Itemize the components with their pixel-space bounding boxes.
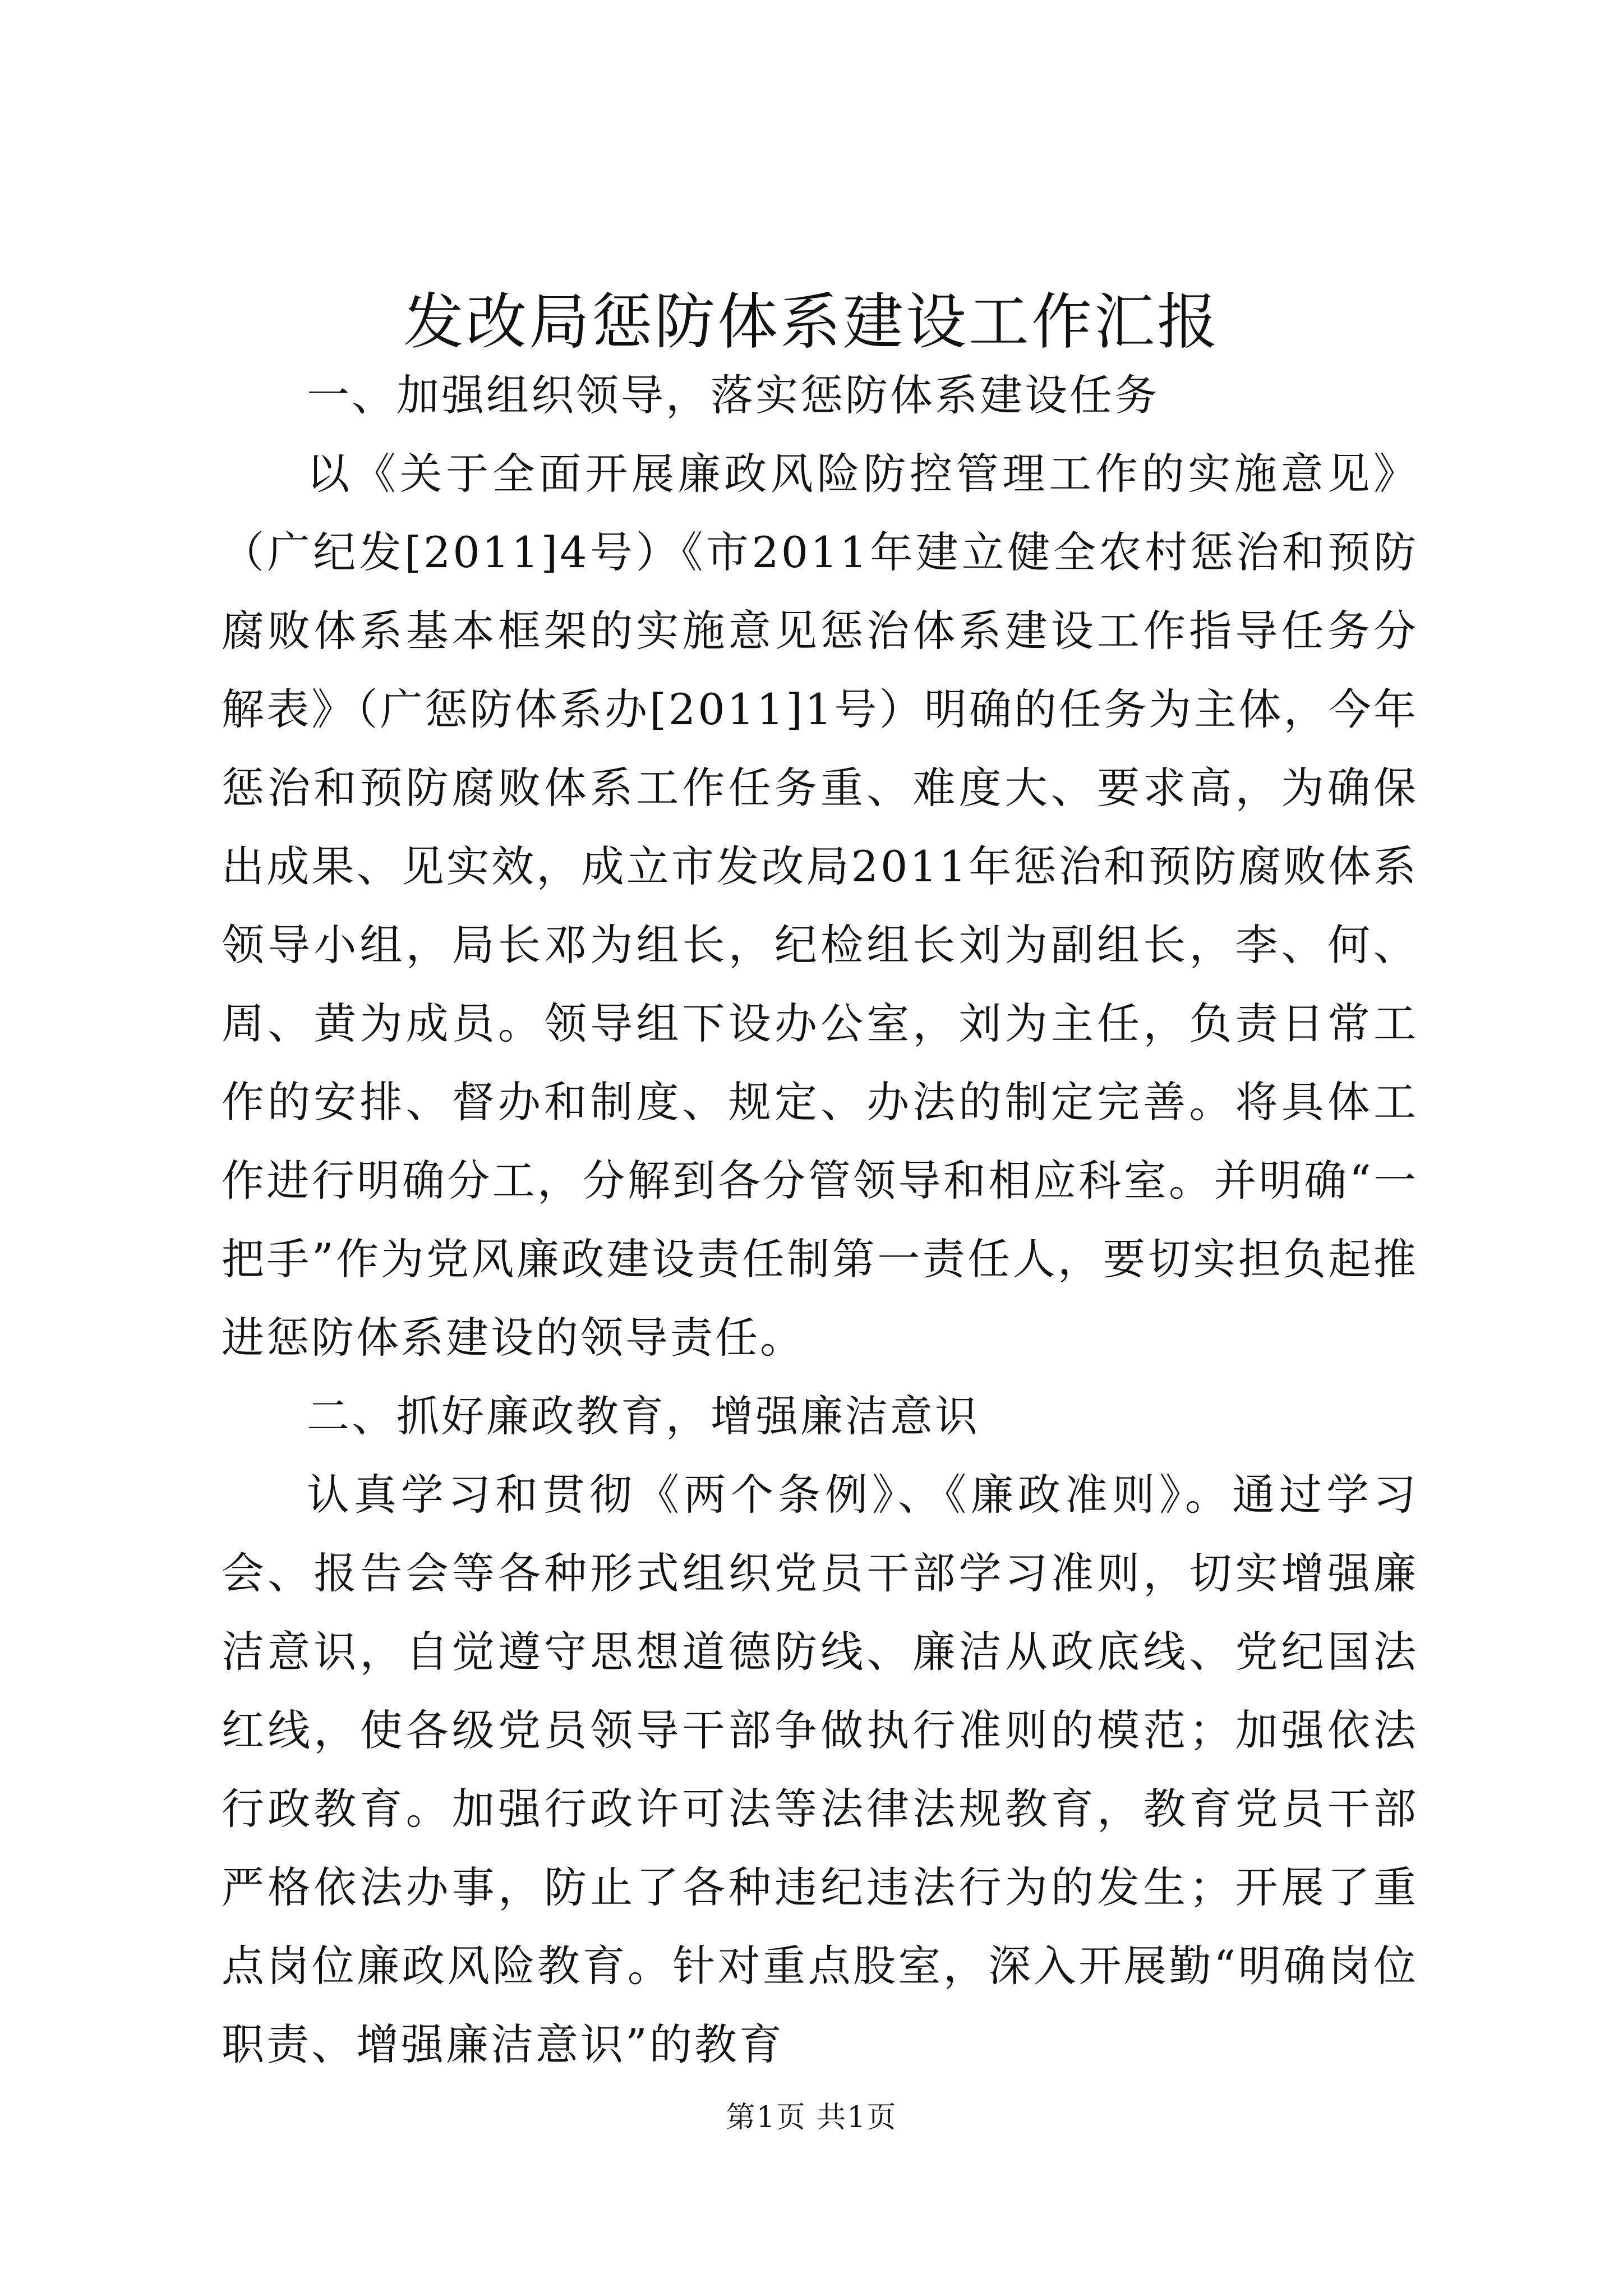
paragraph-2: 认真学习和贯彻《两个条例》、《廉政准则》。通过学习会、报告会等各种形式组织党员干部学习准则，切实增强廉洁意识，自觉遵守思想道德防线、廉洁从政底线、党纪国法红线，使各级党员领导干部争做执行准则的模范；加强依法行政教育。加强行政许可法等法律法规教育，教育党员干部严格依法办事，防止了各种违纪违法行为的发生；开展了重点岗位廉政风险教育。针对重点股室，深入开展勤“明确岗位职责、增强廉洁意识”的教育 (222, 1470, 1418, 2069)
section-heading-1: 一、加强组织领导，落实惩防体系建设任务 (307, 370, 1159, 420)
document-title: 发改局惩防体系建设工作汇报 (403, 287, 1220, 357)
section-heading-2: 二、抓好廉政教育，增强廉洁意识 (307, 1391, 980, 1441)
page-footer: 第1页 共1页 (726, 2101, 897, 2134)
paragraph-1: 以《关于全面开展廉政风险防控管理工作的实施意见》（广纪发[2011]4号）《市2011年建立健全农村惩治和预防腐败体系基本框架的实施意见惩治体系建设工作指导任务分解表》（广惩防体系办[2011]1号）明确的任务为主体，今年惩治和预防腐败体系工作任务重、难度大、要求高，为确保出成果、见实效，成立市发改局2011年惩治和预防腐败体系领导小组，局长邓为组长，纪检组长刘为副组长，李、何、周、黄为成员。领导组下设办公室，刘为主任，负责日常工作的安排、督办和制度、规定、办法的制定完善。将具体工作进行明确分工，分解到各分管领导和相应科室。并明确“一把手”作为党风廉政建设责任制第一责任人，要切实担负起推进惩防体系建设的领导责任。 (222, 449, 1418, 1363)
document-body (222, 356, 1418, 2084)
